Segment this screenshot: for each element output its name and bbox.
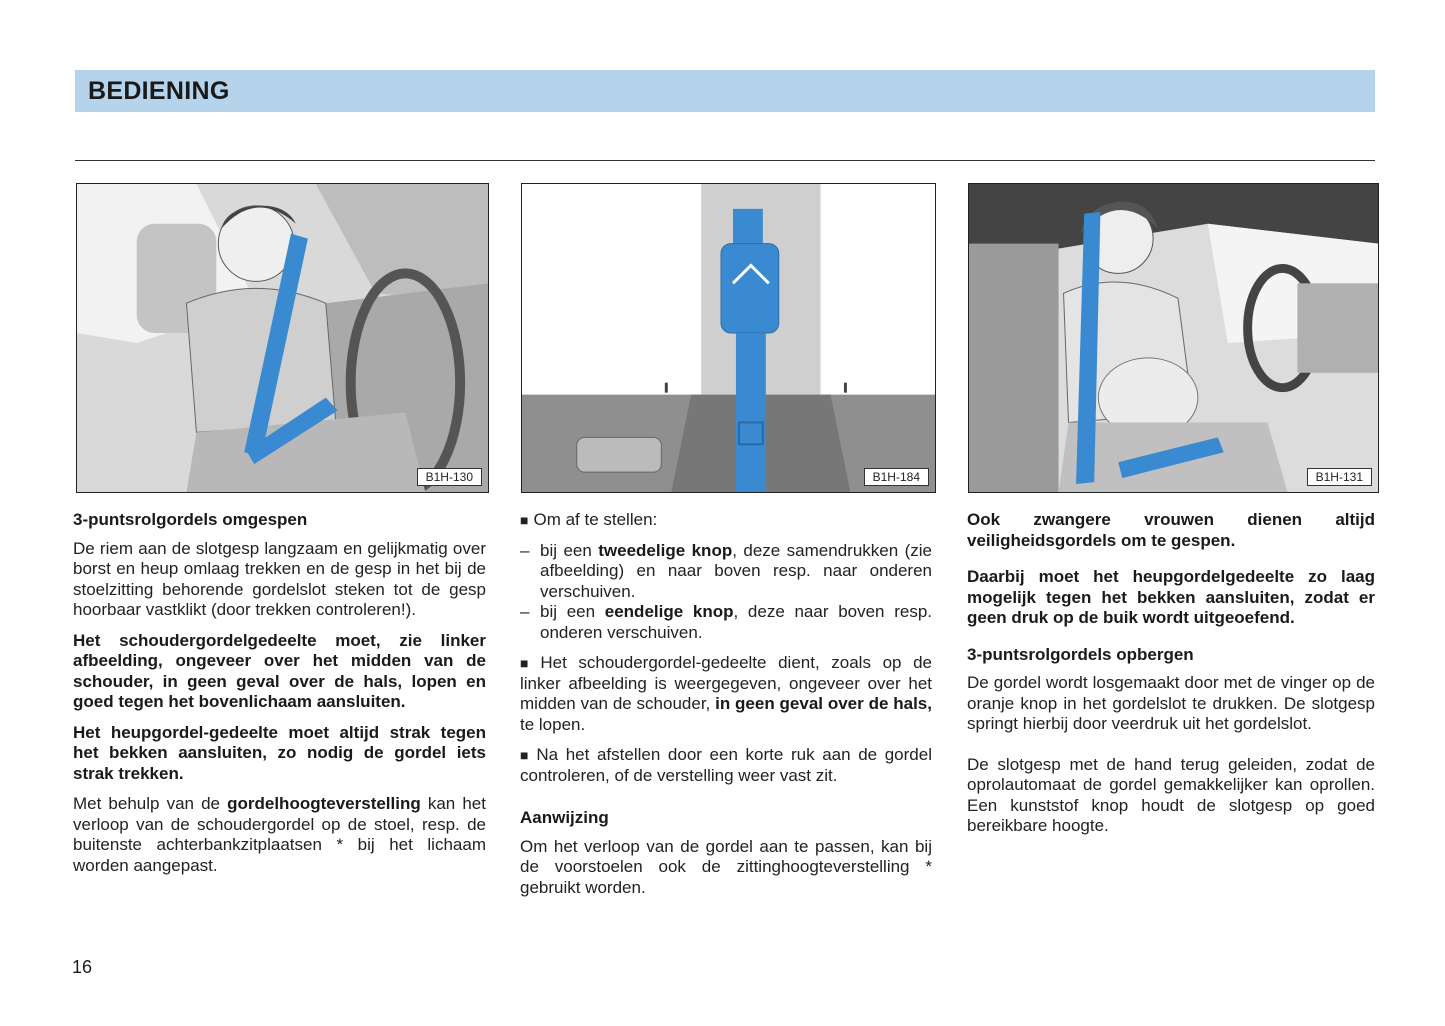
figure-label: B1H-184 — [864, 468, 929, 486]
dash-text — [540, 541, 932, 603]
text-run-bold: tweedelige knop — [598, 540, 733, 560]
paragraph-bold: Het heupgordel-gedeelte moet altijd strak tegen het bekken aansluiten, zo nodig de gordel iets strak trekken. — [73, 722, 486, 783]
paragraph: De gordel wordt losgemaakt door met de vinger op de oranje knop in het gordelslot te drukken. De slotgesp springt hierbij door veerdruk uit het gordelslot. — [967, 673, 1375, 733]
heading-note: Aanwijzing — [520, 808, 609, 827]
dash-mark: – — [520, 540, 530, 560]
driver-belt-illustration — [77, 184, 488, 492]
text-run: , deze samendrukken (zie afbeelding) en naar boven resp. naar onderen verschuiven. — [540, 540, 933, 601]
figure-driver-belt — [76, 183, 489, 493]
paragraph — [73, 794, 486, 876]
dash-text — [540, 602, 932, 643]
figure-pregnant-woman — [968, 183, 1379, 493]
paragraph: Om het verloop van de gordel aan te passen, kan bij de voorstoelen ook de zittinghoogteverstelling * gebruikt worden. — [520, 836, 932, 897]
heading-stow: 3-puntsrolgordels opbergen — [967, 644, 1194, 664]
text-column-3 — [967, 510, 1375, 847]
bullet-item: ■ Na het afstellen door een korte ruk aan de gordel controleren, of de verstelling weer vast zit. — [520, 745, 932, 786]
text-run: bij een — [540, 540, 599, 560]
figure-label: B1H-131 — [1307, 468, 1372, 486]
dash-item — [520, 602, 932, 643]
figure-label: B1H-130 — [417, 468, 482, 486]
bullet-item: ■ Om af te stellen: — [520, 510, 932, 531]
paragraph: De slotgesp met de hand terug geleiden, zodat de oprolautomaat de gordel gemakkelijker kan oprollen. Een kunststof knop houdt de slotgesp op goed bereikbare hoogte. — [967, 754, 1375, 835]
bullet-item — [520, 653, 932, 735]
text-run: kan het verloop van de schoudergordel op de stoel, resp. de buitenste achterbankzitplaatsen * bij het lichaam worden aangepast. — [73, 794, 486, 875]
section-header-bar — [75, 70, 1375, 112]
text-column-1 — [73, 510, 486, 886]
pregnant-woman-illustration — [969, 184, 1378, 492]
dash-mark: – — [520, 602, 530, 621]
paragraph-bold: Daarbij moet het heupgordelgedeelte zo laag mogelijk tegen het bekken aansluiten, zodat er geen druk op de buik wordt uitgeoefend. — [967, 567, 1375, 627]
text-run-bold: eendelige knop — [604, 602, 734, 621]
paragraph: De riem aan de slotgesp langzaam en gelijkmatig over borst en heup omlaag trekken en de gesp in het bij de stoelzitting behorende gordelslot steken tot de gesp hoorbaar vastklikt (door trekken controleren!). — [73, 538, 486, 619]
text-run: Het schoudergordel-gedeelte dient, zoals op de linker afbeelding is weergegeven, ongeveer over het midden van de schouder, — [520, 653, 932, 713]
dash-item — [520, 541, 932, 603]
text-run: , deze naar boven resp. onderen verschuiven. — [540, 602, 933, 642]
text-run: te lopen. — [520, 714, 586, 734]
heading-buckle-up: 3-puntsrolgordels omgespen — [73, 510, 308, 529]
paragraph-bold: Ook zwangere vrouwen dienen altijd veiligheidsgordels om te gespen. — [967, 510, 1375, 550]
text-run: bij een — [540, 602, 605, 621]
section-title: BEDIENING — [88, 77, 230, 105]
figure-height-adjuster — [521, 183, 936, 493]
text-run: Met behulp van de — [73, 794, 228, 813]
page-number: 16 — [72, 957, 93, 977]
height-adjuster-illustration — [522, 184, 935, 492]
paragraph-bold: Het schoudergordelgedeelte moet, zie linker afbeelding, ongeveer over het midden van de schouder, in geen geval over de hals, lopen en goed tegen het bovenlichaam aansluiten. — [73, 630, 486, 711]
text-run-bold: gordelhoogteverstelling — [227, 794, 421, 813]
text-column-2 — [520, 510, 932, 908]
header-rule — [75, 160, 1375, 161]
text-run-bold: in geen geval over de hals, — [715, 694, 932, 713]
